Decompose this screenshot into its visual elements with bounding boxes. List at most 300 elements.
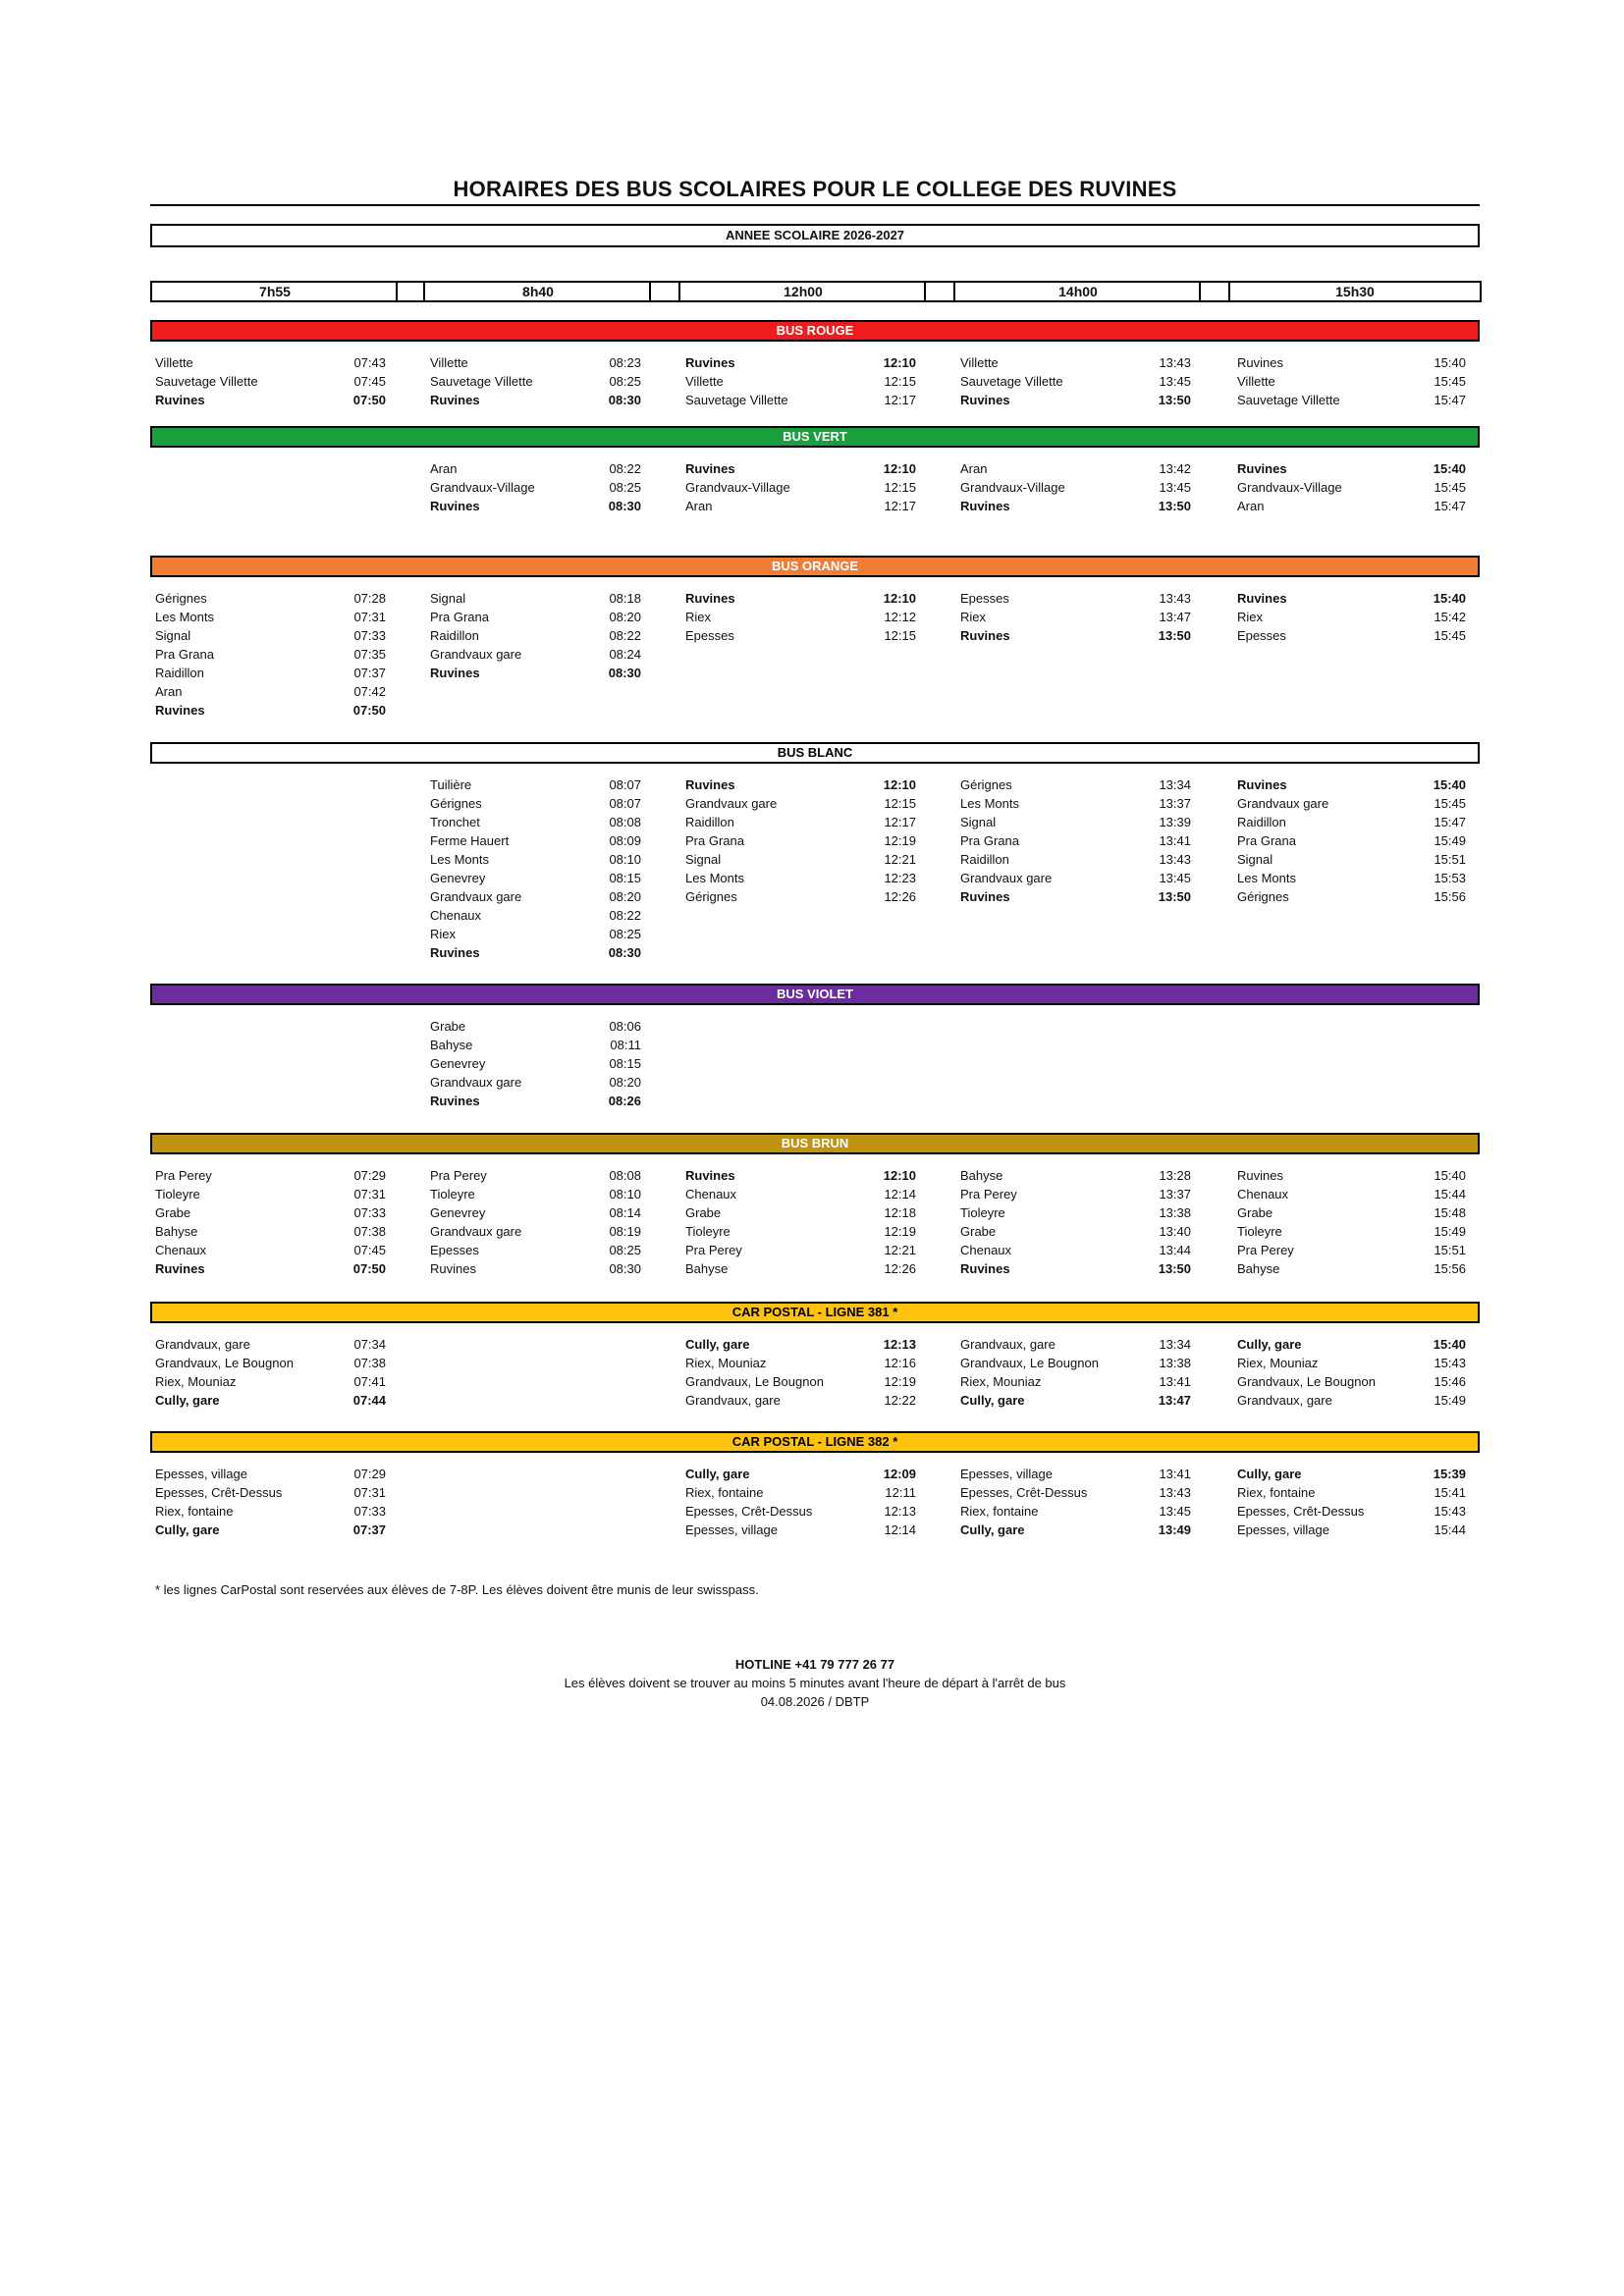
stop-name: Grandvaux, gare	[1237, 1393, 1332, 1408]
departure-time: 15:40	[1434, 1168, 1466, 1183]
stop-row	[1237, 1335, 1483, 1354]
departure-time: 13:38	[1159, 1205, 1191, 1220]
stop-name: Ruvines	[1237, 777, 1287, 792]
stop-name: Aran	[155, 684, 183, 699]
stop-name: Raidillon	[155, 666, 204, 680]
stop-name: Ruvines	[960, 889, 1010, 904]
stop-row	[430, 1054, 676, 1073]
departure-time: 08:25	[609, 480, 641, 495]
stop-row	[430, 1092, 676, 1110]
departure-time: 15:51	[1434, 852, 1466, 867]
stop-name: Epesses	[960, 591, 1009, 606]
stop-row	[1237, 850, 1483, 869]
stop-name: Sauvetage Villette	[960, 374, 1063, 389]
stop-name: Tioleyre	[685, 1224, 731, 1239]
stop-row	[1237, 608, 1483, 626]
stop-row	[685, 1185, 931, 1203]
schedule-column	[960, 353, 1206, 409]
stop-name: Raidillon	[430, 628, 479, 643]
stop-row	[430, 813, 676, 831]
stop-row	[960, 850, 1206, 869]
stop-name: Grabe	[685, 1205, 722, 1220]
stop-name: Sauvetage Villette	[430, 374, 533, 389]
stop-name: Riex	[1237, 610, 1264, 624]
stop-name: Cully, gare	[960, 1393, 1025, 1408]
stop-name: Chenaux	[155, 1243, 207, 1257]
departure-time: 12:22	[884, 1393, 916, 1408]
stop-row	[155, 608, 401, 626]
stop-row	[430, 906, 676, 925]
departure-time: 12:15	[884, 374, 916, 389]
departure-time: 08:20	[609, 1075, 641, 1090]
stop-row	[685, 1335, 931, 1354]
stop-name: Tioleyre	[430, 1187, 475, 1201]
departure-time: 08:14	[609, 1205, 641, 1220]
stop-name: Grabe	[960, 1224, 997, 1239]
departure-time: 08:25	[609, 1243, 641, 1257]
stop-row	[1237, 1391, 1483, 1410]
departure-time: 12:13	[883, 1337, 916, 1352]
stop-row	[155, 626, 401, 645]
stop-name: Ruvines	[430, 945, 480, 960]
stop-row	[960, 1222, 1206, 1241]
stop-row	[430, 608, 676, 626]
stop-row	[1237, 869, 1483, 887]
stop-row	[430, 794, 676, 813]
departure-time: 13:45	[1159, 871, 1191, 885]
departure-time: 15:44	[1434, 1187, 1466, 1201]
stop-name: Gérignes	[430, 796, 482, 811]
departure-time: 12:10	[883, 591, 916, 606]
stop-row	[1237, 1259, 1483, 1278]
bus-bar-orange: BUS ORANGE	[150, 556, 1480, 577]
departure-time: 15:45	[1434, 480, 1466, 495]
departure-time: 15:47	[1434, 393, 1466, 407]
departure-time: 07:43	[353, 355, 386, 370]
stop-row	[960, 1502, 1206, 1521]
stop-name: Epesses	[1237, 628, 1286, 643]
stop-row	[1237, 478, 1483, 497]
stop-name: Villette	[155, 355, 193, 370]
stop-name: Villette	[685, 374, 724, 389]
stop-name: Signal	[155, 628, 191, 643]
departure-time: 13:41	[1159, 833, 1191, 848]
date-reference: 04.08.2026 / DBTP	[760, 1694, 870, 1709]
stop-row	[685, 608, 931, 626]
stop-row	[685, 353, 931, 372]
stop-name: Ruvines	[155, 1261, 205, 1276]
schedule-column	[960, 1166, 1206, 1278]
bus-bar-carpostal: CAR POSTAL - LIGNE 382 *	[150, 1431, 1480, 1453]
schedule-column	[685, 1335, 931, 1410]
stop-row	[1237, 1241, 1483, 1259]
departure-time: 12:10	[883, 461, 916, 476]
stop-row	[1237, 1372, 1483, 1391]
stop-row	[155, 1372, 401, 1391]
stop-name: Grandvaux, Le Bougnon	[1237, 1374, 1376, 1389]
departure-time: 15:42	[1434, 610, 1466, 624]
departure-time: 08:08	[609, 815, 641, 829]
departure-time: 15:45	[1434, 628, 1466, 643]
stop-name: Grabe	[155, 1205, 191, 1220]
stop-name: Cully, gare	[155, 1522, 220, 1537]
departure-time: 13:45	[1159, 1504, 1191, 1519]
schedule-column	[430, 459, 676, 515]
stop-name: Pra Perey	[1237, 1243, 1294, 1257]
departure-time: 13:42	[1159, 461, 1191, 476]
departure-time: 07:37	[353, 666, 386, 680]
schedule-column	[1237, 1335, 1483, 1410]
stop-row	[155, 645, 401, 664]
stop-row	[960, 1465, 1206, 1483]
departure-time: 12:21	[884, 1243, 916, 1257]
stop-row	[960, 1354, 1206, 1372]
departure-time: 12:16	[884, 1356, 916, 1370]
stop-name: Ruvines	[685, 461, 735, 476]
stop-name: Epesses, Crêt-Dessus	[685, 1504, 813, 1519]
stop-row	[430, 1241, 676, 1259]
departure-time: 13:45	[1159, 374, 1191, 389]
hotline: HOTLINE +41 79 777 26 77	[734, 1657, 895, 1672]
stop-name: Riex	[960, 610, 987, 624]
stop-row	[430, 869, 676, 887]
stop-row	[960, 869, 1206, 887]
departure-time: 13:43	[1159, 355, 1191, 370]
stop-name: Bahyse	[960, 1168, 1003, 1183]
stop-row	[155, 1521, 401, 1539]
departure-time: 07:29	[353, 1168, 386, 1183]
stop-row	[155, 1335, 401, 1354]
departure-time: 07:33	[353, 628, 386, 643]
departure-time: 15:51	[1434, 1243, 1466, 1257]
stop-name: Epesses, Crêt-Dessus	[155, 1485, 283, 1500]
stop-row	[1237, 1354, 1483, 1372]
departure-time: 12:09	[883, 1467, 916, 1481]
stop-name: Genevrey	[430, 1205, 486, 1220]
stop-row	[155, 1241, 401, 1259]
departure-time: 12:17	[884, 815, 916, 829]
stop-name: Grandvaux, Le Bougnon	[960, 1356, 1099, 1370]
departure-time: 08:22	[609, 461, 641, 476]
stop-name: Pra Grana	[685, 833, 744, 848]
stop-name: Grandvaux, gare	[685, 1393, 781, 1408]
stop-name: Raidillon	[1237, 815, 1286, 829]
departure-time: 15:47	[1434, 815, 1466, 829]
schedule-column	[685, 1465, 931, 1539]
time-slot-spacer	[649, 281, 680, 302]
schedule-column	[430, 775, 676, 962]
stop-name: Grandvaux gare	[430, 647, 522, 662]
stop-name: Riex	[685, 610, 712, 624]
schedule-column	[960, 459, 1206, 515]
stop-name: Signal	[960, 815, 997, 829]
departure-time: 08:07	[609, 796, 641, 811]
stop-row	[685, 813, 931, 831]
stop-name: Villette	[1237, 374, 1275, 389]
stop-row	[960, 626, 1206, 645]
stop-row	[685, 1203, 931, 1222]
stop-name: Sauvetage Villette	[1237, 393, 1340, 407]
stop-name: Epesses	[685, 628, 734, 643]
stop-name: Cully, gare	[960, 1522, 1025, 1537]
stop-name: Riex, fontaine	[960, 1504, 1039, 1519]
departure-time: 12:19	[884, 1224, 916, 1239]
stop-row	[1237, 1465, 1483, 1483]
departure-time: 12:10	[883, 355, 916, 370]
schedule-column	[1237, 1465, 1483, 1539]
time-slot-7h55: 7h55	[150, 281, 398, 302]
departure-time: 13:49	[1158, 1522, 1191, 1537]
departure-time: 07:31	[353, 1485, 386, 1500]
stop-row	[960, 1259, 1206, 1278]
carpostal-footnote: * les lignes CarPostal sont reservées aux élèves de 7-8P. Les élèves doivent être munis de leur swisspass.	[155, 1582, 759, 1597]
stop-row	[685, 1354, 931, 1372]
stop-row	[960, 1203, 1206, 1222]
stop-name: Pra Perey	[960, 1187, 1017, 1201]
stop-name: Gérignes	[960, 777, 1012, 792]
schedule-column	[1237, 353, 1483, 409]
departure-time: 08:06	[609, 1019, 641, 1034]
bus-bar-vert: BUS VERT	[150, 426, 1480, 448]
stop-name: Grandvaux-Village	[430, 480, 535, 495]
stop-row	[1237, 775, 1483, 794]
stop-name: Signal	[685, 852, 722, 867]
stop-row	[960, 391, 1206, 409]
time-slot-14h00: 14h00	[953, 281, 1201, 302]
stop-name: Grandvaux gare	[960, 871, 1053, 885]
stop-row	[430, 1185, 676, 1203]
departure-time: 13:50	[1158, 499, 1191, 513]
stop-row	[1237, 626, 1483, 645]
stop-row	[430, 478, 676, 497]
departure-time: 07:31	[353, 1187, 386, 1201]
stop-name: Pra Grana	[155, 647, 214, 662]
departure-time: 08:09	[609, 833, 641, 848]
page-title: HORAIRES DES BUS SCOLAIRES POUR LE COLLEGE DES RUVINES	[453, 177, 1177, 201]
stop-name: Grandvaux, gare	[155, 1337, 250, 1352]
stop-name: Ruvines	[430, 666, 480, 680]
departure-time: 13:34	[1159, 1337, 1191, 1352]
departure-time: 15:44	[1434, 1522, 1466, 1537]
stop-name: Grandvaux, Le Bougnon	[155, 1356, 294, 1370]
stop-row	[685, 1521, 931, 1539]
departure-time: 07:45	[353, 1243, 386, 1257]
stop-row	[960, 372, 1206, 391]
schedule-column	[960, 775, 1206, 906]
stop-name: Riex, Mouniaz	[155, 1374, 237, 1389]
schedule-column	[1237, 589, 1483, 645]
schedule-column	[960, 589, 1206, 645]
schedule-column	[430, 1166, 676, 1278]
stop-name: Chenaux	[685, 1187, 737, 1201]
stop-name: Ruvines	[1237, 1168, 1283, 1183]
schedule-column	[685, 775, 931, 906]
departure-time: 13:50	[1158, 628, 1191, 643]
departure-time: 08:30	[609, 1261, 641, 1276]
departure-time: 08:19	[609, 1224, 641, 1239]
departure-time: 08:10	[609, 1187, 641, 1201]
stop-row	[685, 1483, 931, 1502]
departure-time: 08:30	[608, 666, 641, 680]
departure-time: 15:43	[1434, 1356, 1466, 1370]
stop-row	[685, 391, 931, 409]
schedule-column	[155, 353, 401, 409]
stop-name: Epesses, village	[1237, 1522, 1329, 1537]
stop-name: Pra Grana	[960, 833, 1019, 848]
stop-name: Ruvines	[960, 499, 1010, 513]
stop-row	[155, 1502, 401, 1521]
stop-name: Pra Perey	[430, 1168, 487, 1183]
bus-bar-carpostal: CAR POSTAL - LIGNE 381 *	[150, 1302, 1480, 1323]
stop-name: Pra Grana	[430, 610, 489, 624]
stop-name: Cully, gare	[155, 1393, 220, 1408]
stop-name: Cully, gare	[685, 1467, 750, 1481]
departure-time: 07:50	[352, 393, 386, 407]
bus-bar-violet: BUS VIOLET	[150, 984, 1480, 1005]
stop-row	[1237, 794, 1483, 813]
stop-row	[960, 775, 1206, 794]
stop-name: Pra Perey	[155, 1168, 212, 1183]
stop-row	[685, 831, 931, 850]
stop-name: Ruvines	[430, 1094, 480, 1108]
stop-name: Gérignes	[685, 889, 737, 904]
stop-name: Genevrey	[430, 1056, 486, 1071]
departure-time: 15:39	[1433, 1467, 1466, 1481]
stop-row	[685, 887, 931, 906]
time-slot-15h30: 15h30	[1228, 281, 1482, 302]
stop-name: Ruvines	[155, 703, 205, 718]
stop-row	[685, 869, 931, 887]
stop-row	[1237, 1185, 1483, 1203]
stop-name: Riex	[430, 927, 457, 941]
departure-time: 07:29	[353, 1467, 386, 1481]
time-slot-spacer	[396, 281, 423, 302]
departure-time: 15:49	[1434, 833, 1466, 848]
stop-name: Villette	[430, 355, 468, 370]
departure-time: 08:26	[608, 1094, 641, 1108]
departure-time: 15:45	[1434, 374, 1466, 389]
stop-row	[960, 1166, 1206, 1185]
departure-time: 12:12	[884, 610, 916, 624]
stop-row	[155, 1259, 401, 1278]
stop-name: Chenaux	[430, 908, 482, 923]
stop-row	[430, 645, 676, 664]
departure-time: 13:44	[1159, 1243, 1191, 1257]
departure-time: 13:50	[1158, 1261, 1191, 1276]
stop-name: Chenaux	[1237, 1187, 1289, 1201]
stop-row	[685, 459, 931, 478]
stop-row	[155, 1166, 401, 1185]
schedule-column	[430, 353, 676, 409]
stop-row	[430, 353, 676, 372]
stop-name: Tioleyre	[155, 1187, 200, 1201]
departure-time: 08:15	[609, 1056, 641, 1071]
stop-row	[430, 497, 676, 515]
departure-time: 08:20	[609, 610, 641, 624]
stop-row	[1237, 887, 1483, 906]
departure-time: 12:14	[884, 1187, 916, 1201]
stop-name: Sauvetage Villette	[155, 374, 258, 389]
departure-time: 08:15	[609, 871, 641, 885]
departure-time: 13:45	[1159, 480, 1191, 495]
stop-row	[685, 1222, 931, 1241]
stop-name: Signal	[430, 591, 466, 606]
schedule-column	[155, 1465, 401, 1539]
stop-name: Ruvines	[960, 628, 1010, 643]
departure-time: 13:39	[1159, 815, 1191, 829]
stop-name: Villette	[960, 355, 999, 370]
stop-row	[960, 1335, 1206, 1354]
stop-name: Gérignes	[1237, 889, 1289, 904]
stop-row	[155, 1354, 401, 1372]
stop-row	[430, 850, 676, 869]
departure-time: 08:25	[609, 927, 641, 941]
stop-row	[155, 1185, 401, 1203]
stop-row	[1237, 353, 1483, 372]
stop-row	[960, 459, 1206, 478]
stop-row	[960, 1483, 1206, 1502]
stop-name: Aran	[430, 461, 458, 476]
departure-time: 13:38	[1159, 1356, 1191, 1370]
departure-time: 08:08	[609, 1168, 641, 1183]
schedule-column	[1237, 459, 1483, 515]
stop-name: Epesses	[430, 1243, 479, 1257]
stop-name: Ruvines	[155, 393, 205, 407]
stop-name: Bahyse	[430, 1038, 473, 1052]
departure-time: 13:50	[1158, 393, 1191, 407]
departure-time: 15:40	[1433, 461, 1466, 476]
stop-row	[960, 887, 1206, 906]
stop-row	[685, 1502, 931, 1521]
schedule-column	[1237, 775, 1483, 906]
departure-time: 07:28	[353, 591, 386, 606]
stop-row	[430, 459, 676, 478]
stop-row	[1237, 813, 1483, 831]
stop-row	[960, 497, 1206, 515]
stop-row	[960, 1521, 1206, 1539]
stop-row	[430, 589, 676, 608]
stop-name: Tioleyre	[1237, 1224, 1282, 1239]
stop-row	[1237, 497, 1483, 515]
stop-name: Ruvines	[685, 1168, 735, 1183]
stop-name: Grandvaux gare	[430, 1224, 522, 1239]
stop-row	[155, 1465, 401, 1483]
departure-time: 13:37	[1159, 1187, 1191, 1201]
stop-name: Epesses, Crêt-Dessus	[1237, 1504, 1365, 1519]
stop-name: Epesses, village	[960, 1467, 1053, 1481]
departure-time: 08:25	[609, 374, 641, 389]
time-slot-8h40: 8h40	[423, 281, 651, 302]
stop-row	[430, 887, 676, 906]
instruction-text: Les élèves doivent se trouver au moins 5 minutes avant l'heure de départ à l'arrêt de bus	[564, 1676, 1066, 1690]
stop-row	[685, 1391, 931, 1410]
schedule-column	[430, 1017, 676, 1110]
schedule-column	[685, 353, 931, 409]
stop-row	[960, 794, 1206, 813]
schedule-column	[155, 589, 401, 720]
departure-time: 15:40	[1433, 1337, 1466, 1352]
stop-row	[155, 353, 401, 372]
stop-row	[430, 1166, 676, 1185]
stop-name: Epesses, village	[155, 1467, 247, 1481]
stop-row	[155, 664, 401, 682]
schedule-column	[685, 589, 931, 645]
time-slot-spacer	[924, 281, 955, 302]
schedule-column	[1237, 1166, 1483, 1278]
departure-time: 13:40	[1159, 1224, 1191, 1239]
stop-name: Raidillon	[685, 815, 734, 829]
stop-row	[430, 775, 676, 794]
